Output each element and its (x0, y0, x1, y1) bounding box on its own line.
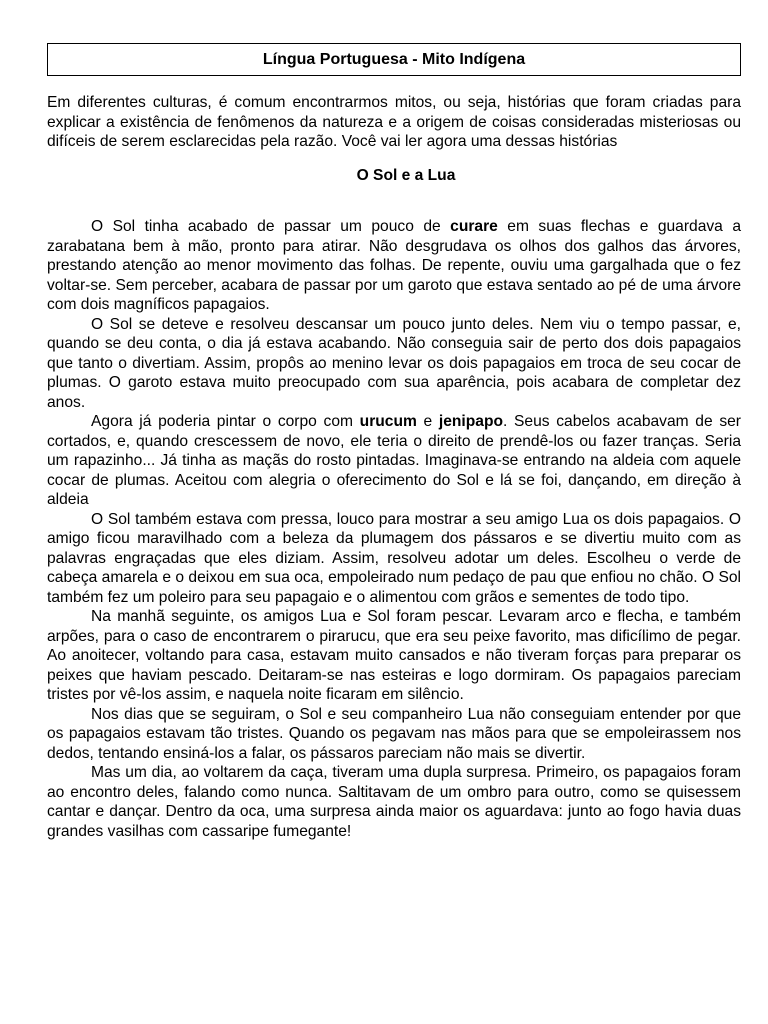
keyword-curare: curare (450, 218, 498, 235)
story-paragraph-7: Mas um dia, ao voltarem da caça, tiveram uma dupla surpresa. Primeiro, os papagaios foram ao encontro deles, falando como nunca. Saltitavam de um ombro para outro, como se quisessem cantar e dançar. Dentro da oca, uma surpresa ainda maior os aguardava: junto ao fogo havia duas grandes vasilhas com cassaripe fumegante! (47, 764, 741, 840)
story-body (47, 217, 741, 841)
story-paragraph-5: Na manhã seguinte, os amigos Lua e Sol foram pescar. Levaram arco e flecha, e também arpões, para o caso de encontrarem o pirarucu, que era seu peixe favorito, mas dificílimo de pegar. Ao anoitecer, voltando para casa, estavam muito cansados e não tiveram forças para preparar os peixes que haviam pescado. Deitaram-se nas esteiras e logo dormiram. Os papagaios pareciam tristes por vê-los assim, e naquela noite ficaram em silêncio. (47, 608, 741, 703)
story-paragraph-6: Nos dias que se seguiram, o Sol e seu companheiro Lua não conseguiam entender por que os papagaios estavam tão tristes. Quando os pegavam nas mãos para que se empoleirassem nos dedos, tentando ensiná-los a falar, os pássaros pareciam não mais se divertir. (47, 705, 741, 762)
story-paragraph-4: O Sol também estava com pressa, louco para mostrar a seu amigo Lua os dois papagaios. O amigo ficou maravilhado com a beleza da plumagem dos pássaros e se divertiu muito com as palavras engraçadas que eles diziam. Assim, resolveu adotar um deles. Escolheu o verde de cabeça amarela e o deixou em sua oca, empoleirado num pedaço de pau que enfiou no chão. O Sol também fez um poleiro para seu papagaio e o alimentou com grãos e sementes de todo tipo. (47, 510, 741, 606)
intro-paragraph: Em diferentes culturas, é comum encontrarmos mitos, ou seja, histórias que foram criadas para explicar a existência de fenômenos da natureza e a origem de coisas consideradas misteriosas ou difíceis de serem esclarecidas pela razão. Você vai ler agora uma dessas histórias (47, 94, 741, 150)
keyword-jenipapo: jenipapo (438, 413, 504, 430)
story-paragraph-1 (47, 217, 741, 315)
story-title: O Sol e a Lua (356, 166, 456, 184)
page-title: Língua Portuguesa - Mito Indígena (262, 50, 526, 68)
text-run: e (416, 413, 439, 430)
text-run: Agora já poderia pintar o corpo com (91, 413, 360, 430)
text-run: . Seus cabelos acabavam de ser cortados, e, quando crescessem de novo, ele teria o direito de prendê-los ou fazer tranças. Seria um rapazinho... Já tinha as maçãs do rosto pintadas. Imaginava-se entrando na aldeia com aquele cocar de plumas. Aceitou com alegria o oferecimento do Sol e lá se foi, dançando, em direção à aldeia (47, 413, 741, 508)
story-paragraph-3 (47, 412, 741, 510)
text-run: O Sol tinha acabado de passar um pouco de (91, 218, 451, 235)
document-page (47, 43, 741, 841)
story-paragraph-2: O Sol se deteve e resolveu descansar um pouco junto deles. Nem viu o tempo passar, e, quando se deu conta, o dia já estava acabando. Não conseguia sair de perto dos dois papagaios que tanto o divertiam. Assim, propôs ao menino levar os dois papagaios em troca de seu cocar de plumas. O garoto estava muito preocupado com sua aparência, pois acabara de completar dez anos. (47, 315, 741, 411)
text-run: em suas flechas e guardava a zarabatana bem à mão, pronto para atirar. Não desgrudava os olhos dos galhos das árvores, prestando atenção ao menor movimento das folhas. De repente, ouviu uma gargalhada que o fez voltar-se. Sem perceber, acabara de passar por um garoto que estava sentado ao pé de uma árvore com dois magníficos papagaios. (47, 218, 741, 313)
keyword-urucum: urucum (359, 413, 417, 430)
header-box (47, 43, 741, 76)
